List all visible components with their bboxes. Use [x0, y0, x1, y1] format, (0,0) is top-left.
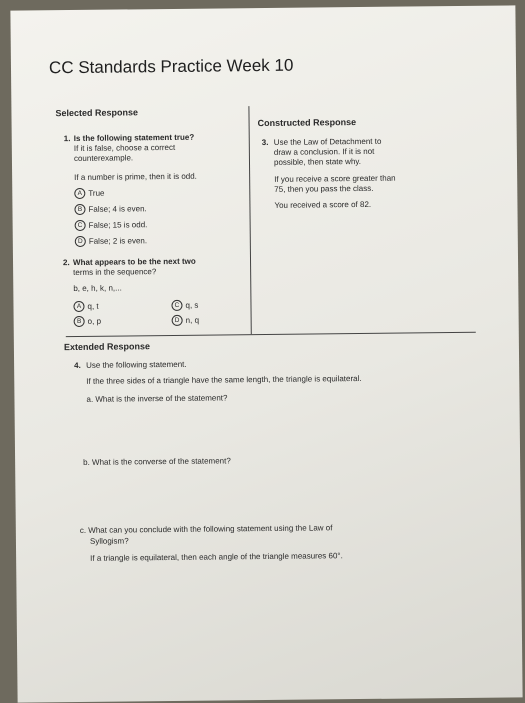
q3-premise1a: If you receive a score greater than	[274, 173, 396, 184]
option-a-bubble[interactable]: A	[74, 188, 85, 199]
q2-number: 2.	[62, 258, 70, 268]
q4-part-c-line2: Syllogism?	[89, 536, 129, 546]
q4-part-b: b. What is the converse of the statement?	[83, 456, 231, 467]
q3-line3: possible, then state why.	[273, 157, 362, 167]
q1-option-d[interactable]	[75, 235, 147, 247]
q3-line2: draw a conclusion. If it is not	[273, 146, 375, 157]
extended-response-heading: Extended Response	[63, 341, 150, 353]
q1-line2: If it is false, choose a correct	[73, 142, 176, 154]
option-c-bubble[interactable]: C	[75, 220, 86, 231]
q1-option-b[interactable]	[74, 203, 146, 215]
section-divider	[66, 332, 476, 337]
q3-premise2: You received a score of 82.	[274, 199, 372, 210]
q4-intro: Use the following statement.	[86, 359, 187, 370]
q3-premise1b: 75, then you pass the class.	[274, 183, 374, 194]
constructed-response-heading: Constructed Response	[257, 117, 357, 129]
q2-option-c[interactable]	[171, 300, 198, 311]
worksheet-page	[10, 5, 522, 702]
q2-option-b[interactable]	[74, 316, 101, 327]
q1-option-c[interactable]	[75, 219, 148, 231]
option-b-text: False; 4 is even.	[88, 204, 147, 214]
q2-line1: What appears to be the next two	[72, 256, 196, 268]
q1-line3: counterexample.	[73, 153, 134, 164]
option-c-text: q, s	[185, 300, 199, 310]
option-b-text: o, p	[87, 316, 102, 326]
option-d-bubble[interactable]: D	[172, 315, 183, 326]
q1-option-a[interactable]	[74, 188, 104, 199]
q2-line2: terms in the sequence?	[73, 267, 157, 278]
option-d-bubble[interactable]: D	[75, 236, 86, 247]
q2-sequence: b, e, h, k, n,...	[73, 283, 122, 294]
option-b-bubble[interactable]: B	[74, 204, 85, 215]
option-d-text: False; 2 is even.	[88, 236, 148, 246]
q4-statement: If the three sides of a triangle have the same length, the triangle is equilateral.	[86, 374, 362, 386]
q1-statement: If a number is prime, then it is odd.	[74, 171, 197, 183]
q3-number: 3.	[261, 137, 269, 148]
option-a-text: True	[88, 188, 105, 198]
q4-part-c-statement: If a triangle is equilateral, then each angle of the triangle measures 60°.	[90, 551, 343, 563]
q4-part-a: a. What is the inverse of the statement?	[86, 393, 228, 404]
selected-response-heading: Selected Response	[55, 107, 139, 119]
q4-part-c-line1: c. What can you conclude with the following statement using the Law of	[79, 523, 333, 535]
q3-line1: Use the Law of Detachment to	[273, 136, 382, 147]
page-title: CC Standards Practice Week 10	[48, 55, 294, 78]
q1-number: 1.	[63, 134, 71, 144]
q1-line1: Is the following statement true?	[73, 132, 195, 144]
q2-option-d[interactable]	[172, 315, 199, 326]
q2-option-a[interactable]	[73, 301, 98, 312]
option-b-bubble[interactable]: B	[74, 316, 85, 327]
option-c-text: False; 15 is odd.	[88, 220, 148, 230]
option-d-text: n, q	[185, 315, 200, 325]
q4-number: 4.	[74, 360, 81, 371]
column-divider	[248, 106, 251, 334]
option-a-bubble[interactable]: A	[73, 301, 84, 312]
option-a-text: q, t	[87, 301, 99, 311]
option-c-bubble[interactable]: C	[171, 300, 182, 311]
